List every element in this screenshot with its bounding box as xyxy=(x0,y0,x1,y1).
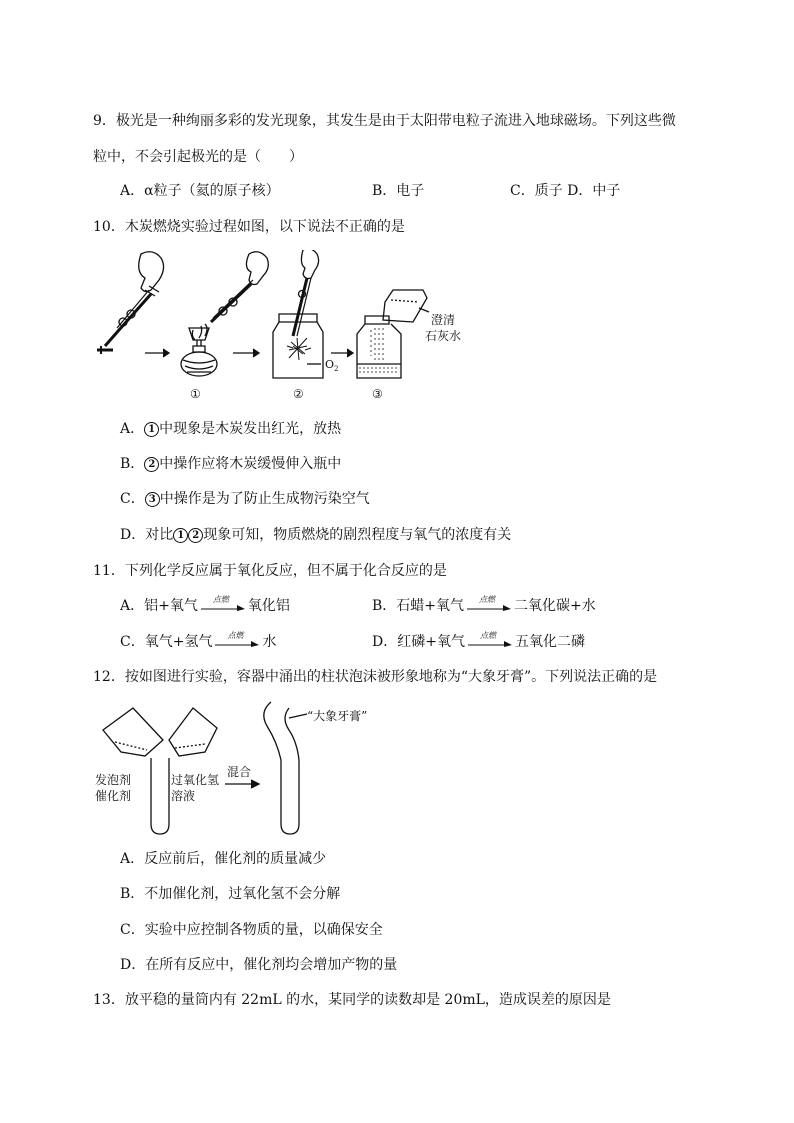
limewater-beaker-icon xyxy=(357,290,429,378)
option-text: 现象可知，物质燃烧的剧烈程度与氧气的浓度有关 xyxy=(203,527,512,543)
q10-stem: 10．木炭燃烧实验过程如图，以下说法不正确的是 xyxy=(93,219,405,235)
foaming-agent-label-line2: 催化剂 xyxy=(95,789,132,803)
reaction-arrow-icon xyxy=(466,631,514,649)
q11-option-d[interactable] xyxy=(372,633,585,651)
q11-option-a[interactable] xyxy=(120,597,290,615)
q9-option-cd[interactable]: C．质子 D．中子 xyxy=(510,183,621,199)
products: 二氧化碳+水 xyxy=(514,598,596,614)
option-prefix: C． xyxy=(120,491,145,507)
q11-option-c[interactable] xyxy=(120,633,276,651)
q12-option-c[interactable]: C．实验中应控制各物质的量，以确保安全 xyxy=(120,922,383,938)
figure-label-3: ③ xyxy=(372,387,383,401)
foaming-agent-beaker-icon xyxy=(103,708,163,756)
reactants: D．红磷+氧气 xyxy=(372,634,465,650)
peroxide-label-line2: 溶液 xyxy=(171,789,196,803)
option-text: 中现象是木炭发出红光，放热 xyxy=(159,421,342,437)
test-tube-left-icon xyxy=(151,758,169,834)
products: 水 xyxy=(262,634,277,650)
reaction-arrow-icon xyxy=(213,631,261,649)
q10-option-b[interactable] xyxy=(120,455,341,473)
q9-option-a[interactable]: A．α粒子（氦的原子核） xyxy=(120,183,280,199)
circle-2-icon: 2 xyxy=(144,457,159,472)
option-prefix: B． xyxy=(120,456,145,472)
q12-option-a[interactable]: A．反应前后，催化剂的质量减少 xyxy=(120,851,327,867)
hydrogen-peroxide-beaker-icon xyxy=(169,708,217,756)
charcoal-combustion-figure xyxy=(93,250,473,405)
foaming-agent-label-line1: 发泡剂 xyxy=(95,773,132,787)
test-tube-right-icon xyxy=(281,760,299,834)
figure-label-1: ① xyxy=(190,387,201,401)
limewater-label-line2: 石灰水 xyxy=(425,329,462,343)
reaction-arrow-icon xyxy=(465,595,513,613)
products: 五氧化二磷 xyxy=(514,634,585,650)
option-prefix: A． xyxy=(120,421,145,437)
q13-stem: 13．放平稳的量筒内有 22mL 的水，某同学的读数却是 20mL，造成误差的原因是 xyxy=(93,992,611,1008)
circle-2-icon: 2 xyxy=(188,528,203,543)
alcohol-lamp-icon xyxy=(181,252,268,376)
q10-option-c[interactable] xyxy=(120,490,370,508)
reactants: A．铝+氧气 xyxy=(120,598,198,614)
condition-label: 点燃 xyxy=(479,595,496,604)
q9-option-b[interactable]: B．电子 xyxy=(372,183,425,199)
figure-label-2: ② xyxy=(293,387,304,401)
foam-icon xyxy=(264,702,299,760)
q9-stem-line2: 粒中，不会引起极光的是（ ） xyxy=(93,149,303,165)
q11-option-b[interactable] xyxy=(372,597,596,615)
hand-tongs-step0-icon xyxy=(97,252,164,354)
q11-stem: 11．下列化学反应属于氧化反应，但不属于化合反应的是 xyxy=(93,563,447,579)
circle-1-icon: 1 xyxy=(173,528,188,543)
circle-1-icon: 1 xyxy=(144,422,159,437)
products: 氧化铝 xyxy=(247,598,290,614)
q12-option-d[interactable]: D．在所有反应中，催化剂均会增加产物的量 xyxy=(120,957,398,973)
peroxide-label-line1: 过氧化氢 xyxy=(171,773,220,787)
reaction-arrow-icon xyxy=(199,595,247,613)
reactants: C．氧气+氢气 xyxy=(120,634,213,650)
q10-option-d[interactable] xyxy=(120,526,511,544)
condition-label: 点燃 xyxy=(227,631,244,640)
q10-option-a[interactable] xyxy=(120,420,341,438)
reactants: B．石蜡+氧气 xyxy=(372,598,465,614)
o2-subscript: 2 xyxy=(334,365,339,373)
option-text: 中操作应将木炭缓慢伸入瓶中 xyxy=(159,456,342,472)
condition-label: 点燃 xyxy=(212,595,229,604)
foam-label: “大象牙膏” xyxy=(307,709,368,723)
q9-stem-line1: 9．极光是一种绚丽多彩的发光现象，其发生是由于太阳带电粒子流进入地球磁场。下列这些微 xyxy=(93,113,676,129)
mix-label: 混合 xyxy=(227,765,252,779)
o2-label: O xyxy=(325,358,335,371)
circle-3-icon: 3 xyxy=(145,492,160,507)
q12-option-b[interactable]: B．不加催化剂，过氧化氢不会分解 xyxy=(120,886,341,902)
condition-label: 点燃 xyxy=(479,631,496,640)
oxygen-jar-icon xyxy=(273,250,323,378)
option-text: 中操作是为了防止生成物污染空气 xyxy=(159,491,370,507)
elephant-toothpaste-figure xyxy=(93,700,393,840)
limewater-label-line1: 澄清 xyxy=(431,313,456,327)
q12-stem: 12．按如图进行实验，容器中涌出的柱状泡沫被形象地称为“大象牙膏”。下列说法正确的是 xyxy=(93,669,658,685)
option-prefix: D．对比 xyxy=(120,527,174,543)
